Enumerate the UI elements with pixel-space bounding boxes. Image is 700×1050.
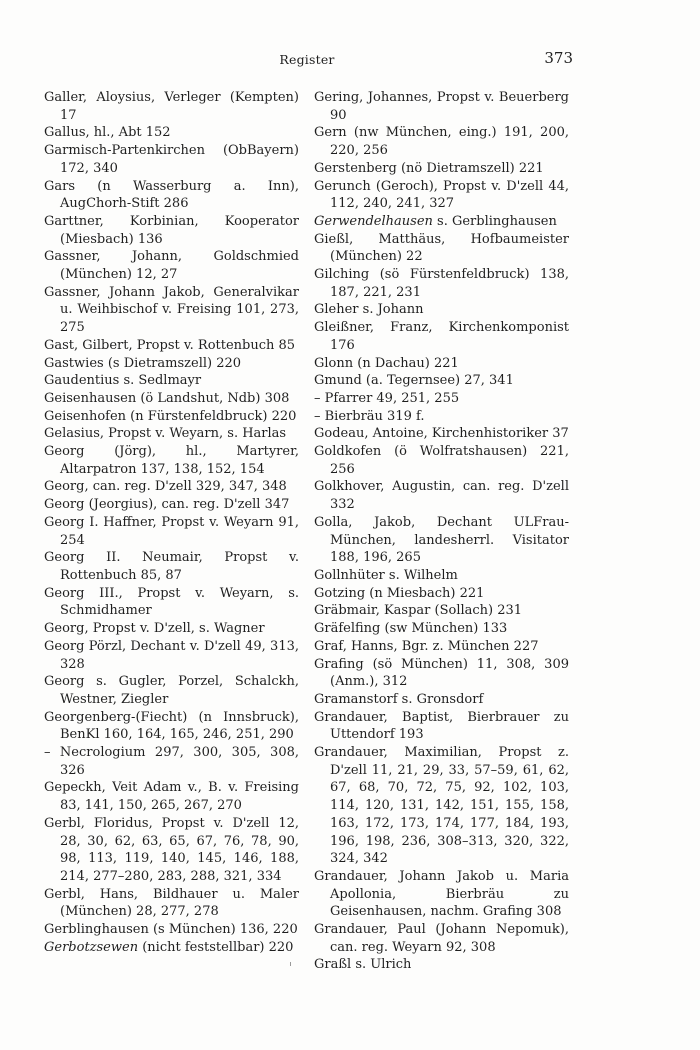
index-entry xyxy=(314,390,569,408)
index-entry-text: Georg (Jeorgius), can. reg. D'zell 347 xyxy=(44,497,290,513)
index-entry xyxy=(44,124,299,142)
index-entry xyxy=(314,921,569,956)
index-entry xyxy=(314,319,569,354)
index-entry xyxy=(314,355,569,373)
index-entry-text: Grandauer, Paul (Johann Nepomuk), can. reg. Weyarn 92, 308 xyxy=(314,922,569,955)
index-entry xyxy=(44,284,299,337)
index-entry xyxy=(314,124,569,159)
index-entry xyxy=(314,656,569,691)
index-entry xyxy=(44,514,299,549)
index-entry-italic-term: Gerwendelhausen xyxy=(314,213,433,229)
index-entry xyxy=(314,478,569,513)
index-entry xyxy=(44,355,299,373)
index-entry xyxy=(44,709,299,744)
index-entry-text: Golla, Jakob, Dechant ULFrau-München, landesherrl. Visitator 188, 196, 265 xyxy=(314,514,569,566)
index-entry xyxy=(44,744,299,779)
index-entry xyxy=(314,602,569,620)
index-entry xyxy=(44,425,299,443)
index-entry-text: Georg III., Propst v. Weyarn, s. Schmidhamer xyxy=(44,585,299,619)
left-index-column xyxy=(44,89,299,956)
index-entry-text: Garttner, Korbinian, Kooperator (Miesbach) 136 xyxy=(44,213,299,247)
index-entry-text: Gießl, Matthäus, Hofbaumeister (München) 22 xyxy=(314,231,569,265)
index-entry-text: Gerstenberg (nö Dietramszell) 221 xyxy=(314,160,544,176)
index-entry-text: Graf, Hanns, Bgr. z. München 227 xyxy=(314,638,539,654)
index-entry-text: Gassner, Johann Jakob, Generalvikar u. Weihbischof v. Freising 101, 273, 275 xyxy=(44,284,299,336)
index-entry xyxy=(44,638,299,673)
index-entry-text: Garmisch-Partenkirchen (ObBayern) 172, 340 xyxy=(44,143,299,176)
index-entry-text: Gastwies (s Dietramszell) 220 xyxy=(44,355,242,371)
index-entry-text: Grandauer, Baptist, Bierbrauer zu Uttendorf 193 xyxy=(314,709,569,743)
index-entry xyxy=(314,567,569,585)
index-entry-text: Geisenhausen (ö Landshut, Ndb) 308 xyxy=(44,390,290,406)
index-entry xyxy=(314,956,569,974)
index-entry xyxy=(314,709,569,744)
index-entry-text: Georg s. Gugler, Porzel, Schalckh, Westner, Ziegler xyxy=(44,674,299,707)
index-entry-text: s. Gerblinghausen xyxy=(432,213,557,229)
index-entry xyxy=(44,779,299,814)
index-entry-text: Gerblinghausen (s München) 136, 220 xyxy=(44,922,298,938)
index-entry-text: Gollnhüter s. Wilhelm xyxy=(314,567,458,583)
index-entry xyxy=(314,638,569,656)
index-entry xyxy=(314,231,569,266)
index-entry xyxy=(314,408,569,426)
index-entry-text: Gerbl, Hans, Bildhauer u. Maler (München) 28, 277, 278 xyxy=(44,886,299,920)
index-entry-text: Gilching (sö Fürstenfeldbruck) 138, 187, 221, 231 xyxy=(314,267,569,300)
index-entry-text: – Bierbräu 319 f. xyxy=(314,408,425,424)
index-entry xyxy=(314,178,569,213)
index-entry xyxy=(314,425,569,443)
index-entry xyxy=(314,443,569,478)
index-entry xyxy=(314,585,569,603)
index-entry xyxy=(314,691,569,709)
index-entry-text: Gast, Gilbert, Propst v. Rottenbuch 85 xyxy=(44,337,296,353)
index-entry xyxy=(44,886,299,921)
index-entry-text: Georg I. Haffner, Propst v. Weyarn 91, 254 xyxy=(44,514,299,548)
index-entry xyxy=(44,496,299,514)
index-entry-text: Georg II. Neumair, Propst v. Rottenbuch 85, 87 xyxy=(44,550,299,583)
index-entry-text: Georg, can. reg. D'zell 329, 347, 348 xyxy=(44,479,287,495)
index-entry xyxy=(314,372,569,390)
index-entry-text: Godeau, Antoine, Kirchenhistoriker 37 xyxy=(314,426,569,442)
index-entry-text: Georg (Jörg), hl., Martyrer, Altarpatron 137, 138, 152, 154 xyxy=(44,444,299,477)
index-entry-text: Gerbl, Floridus, Propst v. D'zell 12, 28, 30, 62, 63, 65, 67, 76, 78, 90, 98, 113, 119, 140, 145, 146, 188, 214, 277–280, 283, 288, 321, 334 xyxy=(44,815,299,884)
index-entry-text: Grafing (sö München) 11, 308, 309 (Anm.), 312 xyxy=(314,656,569,690)
index-entry xyxy=(44,213,299,248)
index-entry xyxy=(314,301,569,319)
index-entry-text: Glonn (n Dachau) 221 xyxy=(314,355,459,371)
index-entry-text: (nicht feststellbar) 220 xyxy=(138,939,294,955)
index-entry-text: Goldkofen (ö Wolfratshausen) 221, 256 xyxy=(314,444,569,477)
index-entry-text: Gaudentius s. Sedlmayr xyxy=(44,373,202,389)
scan-mark xyxy=(290,962,291,966)
index-entry xyxy=(44,443,299,478)
index-entry xyxy=(314,89,569,124)
index-entry-text: Gern (nw München, eing.) 191, 200, 220, 256 xyxy=(314,125,569,159)
index-entry-text: – Pfarrer 49, 251, 255 xyxy=(314,390,460,406)
page-number: 373 xyxy=(544,49,573,67)
index-entry xyxy=(314,868,569,921)
index-entry-text: Gars (n Wasserburg a. Inn), AugChorh-Stift 286 xyxy=(44,178,299,212)
index-entry xyxy=(44,142,299,177)
index-entry xyxy=(314,514,569,567)
index-entry xyxy=(44,815,299,886)
index-entry xyxy=(44,390,299,408)
index-entry xyxy=(44,372,299,390)
index-entry-text: Gleißner, Franz, Kirchenkomponist 176 xyxy=(314,320,569,353)
index-entry-text: Gering, Johannes, Propst v. Beuerberg 90 xyxy=(314,90,569,123)
index-entry-text: – Necrologium 297, 300, 305, 308, 326 xyxy=(44,745,299,778)
right-index-column xyxy=(314,89,569,974)
index-entry xyxy=(314,213,569,231)
index-entry-text: Georg Pörzl, Dechant v. D'zell 49, 313, 328 xyxy=(44,638,299,672)
index-entry-text: Grandauer, Johann Jakob u. Maria Apollonia, Bierbräu zu Geisenhausen, nachm. Grafing 308 xyxy=(314,868,569,920)
index-entry-text: Georg, Propst v. D'zell, s. Wagner xyxy=(44,621,265,637)
index-entry-text: Gepeckh, Veit Adam v., B. v. Freising 83, 141, 150, 265, 267, 270 xyxy=(44,780,299,814)
index-entry-text: Gotzing (n Miesbach) 221 xyxy=(314,585,485,601)
index-entry-text: Golkhover, Augustin, can. reg. D'zell 332 xyxy=(314,479,569,513)
index-entry xyxy=(44,673,299,708)
index-entry-text: Gleher s. Johann xyxy=(314,302,424,318)
index-entry-text: Galler, Aloysius, Verleger (Kempten) 17 xyxy=(44,90,299,123)
index-entry xyxy=(44,337,299,355)
running-head: Register xyxy=(279,52,335,67)
index-entry xyxy=(44,89,299,124)
index-entry-text: Gramanstorf s. Gronsdorf xyxy=(314,691,484,707)
index-entry-text: Gräbmair, Kaspar (Sollach) 231 xyxy=(314,603,523,619)
index-entry xyxy=(44,620,299,638)
index-entry xyxy=(44,549,299,584)
index-entry-text: Geisenhofen (n Fürstenfeldbruck) 220 xyxy=(44,408,297,424)
index-entry-text: Graßl s. Ulrich xyxy=(314,957,412,973)
index-entry xyxy=(314,620,569,638)
index-entry-text: Gassner, Johann, Goldschmied (München) 12, 27 xyxy=(44,249,299,283)
index-entry-text: Gelasius, Propst v. Weyarn, s. Harlas xyxy=(44,426,287,442)
index-entry xyxy=(314,266,569,301)
index-entry xyxy=(44,478,299,496)
index-entry xyxy=(314,744,569,868)
index-entry-italic-term: Gerbotzsewen xyxy=(44,939,139,955)
index-entry xyxy=(44,939,299,957)
index-entry xyxy=(314,160,569,178)
index-entry xyxy=(44,408,299,426)
index-entry-text: Gallus, hl., Abt 152 xyxy=(44,125,171,141)
index-entry-text: Gmund (a. Tegernsee) 27, 341 xyxy=(314,373,514,389)
index-entry xyxy=(44,585,299,620)
index-entry-text: Grandauer, Maximilian, Propst z. D'zell 11, 21, 29, 33, 57–59, 61, 62, 67, 68, 70, 72, 75, 92, 102, 103, 114, 120, 131, 142, 151, 155, 158, 163, 172, 173, 174, 177, 184, 193, 196, 198, 236, 308–313, 320, 322, 324, 342 xyxy=(314,745,569,867)
index-entry-text: Gräfelfing (sw München) 133 xyxy=(314,621,508,637)
index-entry xyxy=(44,178,299,213)
index-entry xyxy=(44,921,299,939)
index-entry-text: Gerunch (Geroch), Propst v. D'zell 44, 112, 240, 241, 327 xyxy=(314,178,569,212)
index-entry-text: Georgenberg-(Fiecht) (n Innsbruck), BenKl 160, 164, 165, 246, 251, 290 xyxy=(44,709,299,743)
index-entry xyxy=(44,248,299,283)
